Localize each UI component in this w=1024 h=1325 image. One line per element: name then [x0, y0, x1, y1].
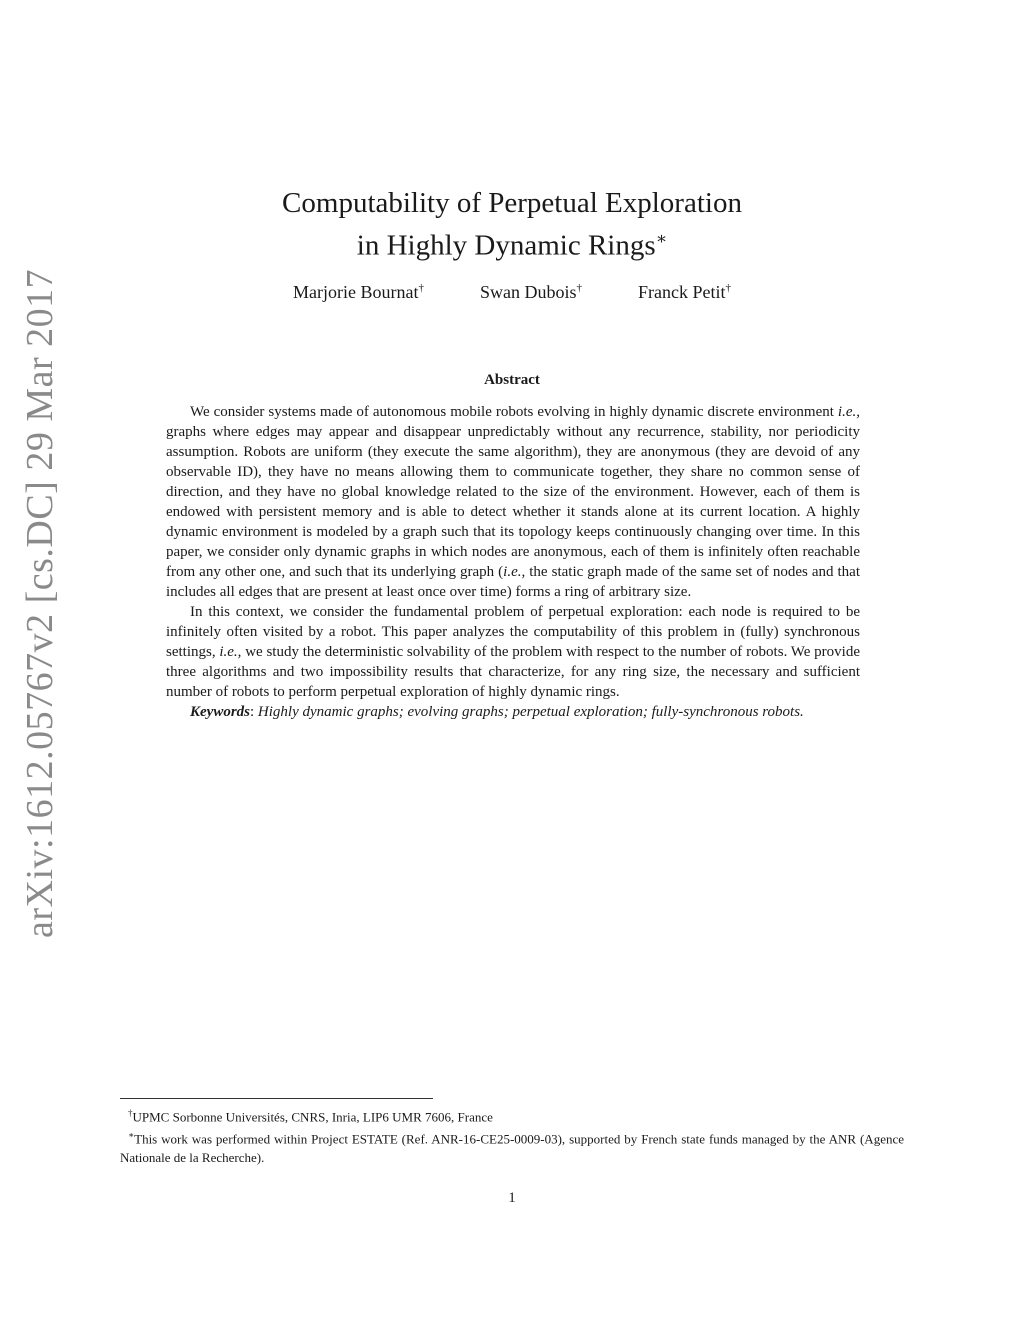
abstract-heading: Abstract [484, 372, 540, 388]
title-line-2-text: in Highly Dynamic Rings [356, 229, 656, 262]
abstract-text: graphs where edges may appear and disappear unpredictably without any recurrence, stability, nor periodicity assumption. Robots are uniform (they execute the same algorithm), they are anonymous (they are devoid of any observable ID), they have no means allowing them to communicate together, they share no common sense of direction, and they have no global knowledge related to the size of the environment. However, each of them is endowed with persistent memory and is able to detect whether it stands alone at its current location. A highly dynamic environment is modeled by a graph such that its topology keeps continuously changing over time. In this paper, we consider only dynamic graphs in which nodes are anonymous, each of them is infinitely often reachable from any other one, and such that its underlying graph ( [166, 424, 860, 580]
author [293, 282, 424, 303]
footnote-affiliation [120, 1104, 904, 1126]
author-name: Marjorie Bournat [293, 282, 419, 302]
keywords-label: Keywords [190, 704, 250, 720]
title-line-2 [0, 221, 1024, 264]
abstract-text: In this context, we consider the fundamental problem of perpetual exploration: each node is required to be infinitely often visited by a robot. This paper analyzes the computability of this problem in (fully) synchronous settings, [166, 604, 860, 660]
footnotes [120, 1104, 904, 1167]
author-affiliation-marker: † [725, 282, 731, 294]
author-name: Swan Dubois [479, 282, 577, 302]
abstract-text: We consider systems made of autonomous mobile robots evolving in highly dynamic discrete environment [190, 404, 838, 420]
abstract-text: we study the deterministic solvability of the problem with respect to the number of robots. We provide three algorithms and two impossibility results that characterize, for any ring size, the necessary and sufficient number of robots to perform perpetual exploration of highly dynamic rings. [166, 644, 860, 700]
footnote-funding [120, 1126, 904, 1166]
author [638, 282, 731, 303]
abstract-emphasis: i.e., [837, 404, 860, 420]
author [480, 282, 582, 303]
keywords-line [166, 702, 860, 722]
paper-title [0, 185, 1024, 264]
keywords-separator: : [250, 704, 258, 720]
page-number: 1 [508, 1190, 516, 1206]
footnote-marker: ∗ [128, 1130, 135, 1141]
title-line-1: Computability of Perpetual Exploration [282, 187, 742, 219]
abstract-text: the static graph made of the same set of nodes and that includes all edges that are present at least once over time) forms a ring of arbitrary size. [166, 564, 861, 600]
keywords-text: Highly dynamic graphs; evolving graphs; perpetual exploration; fully-synchronous robots. [257, 704, 804, 720]
abstract-paragraph-2 [166, 602, 860, 702]
author-name: Franck Petit [637, 282, 726, 302]
title-footnote-marker: ∗ [655, 229, 668, 248]
author-affiliation-marker: † [576, 282, 582, 294]
abstract-emphasis: i.e., [219, 644, 242, 660]
author-list [0, 282, 1024, 303]
author-affiliation-marker: † [418, 282, 424, 294]
footnote-text: UPMC Sorbonne Universités, CNRS, Inria, LIP6 UMR 7606, France [132, 1109, 493, 1125]
arxiv-identifier-stamp: arXiv:1612.05767v2 [cs.DC] 29 Mar 2017 [19, 268, 61, 938]
abstract-body [166, 402, 860, 722]
footnote-marker: † [128, 1108, 133, 1118]
footnote-divider [120, 1098, 433, 1099]
abstract-paragraph-1 [166, 402, 860, 602]
abstract-emphasis: i.e., [503, 564, 526, 580]
footnote-text: This work was performed within Project ESTATE (Ref. ANR-16-CE25-0009-03), supported by French state funds managed by the ANR (Agence Nationale de la Recherche). [120, 1131, 904, 1165]
